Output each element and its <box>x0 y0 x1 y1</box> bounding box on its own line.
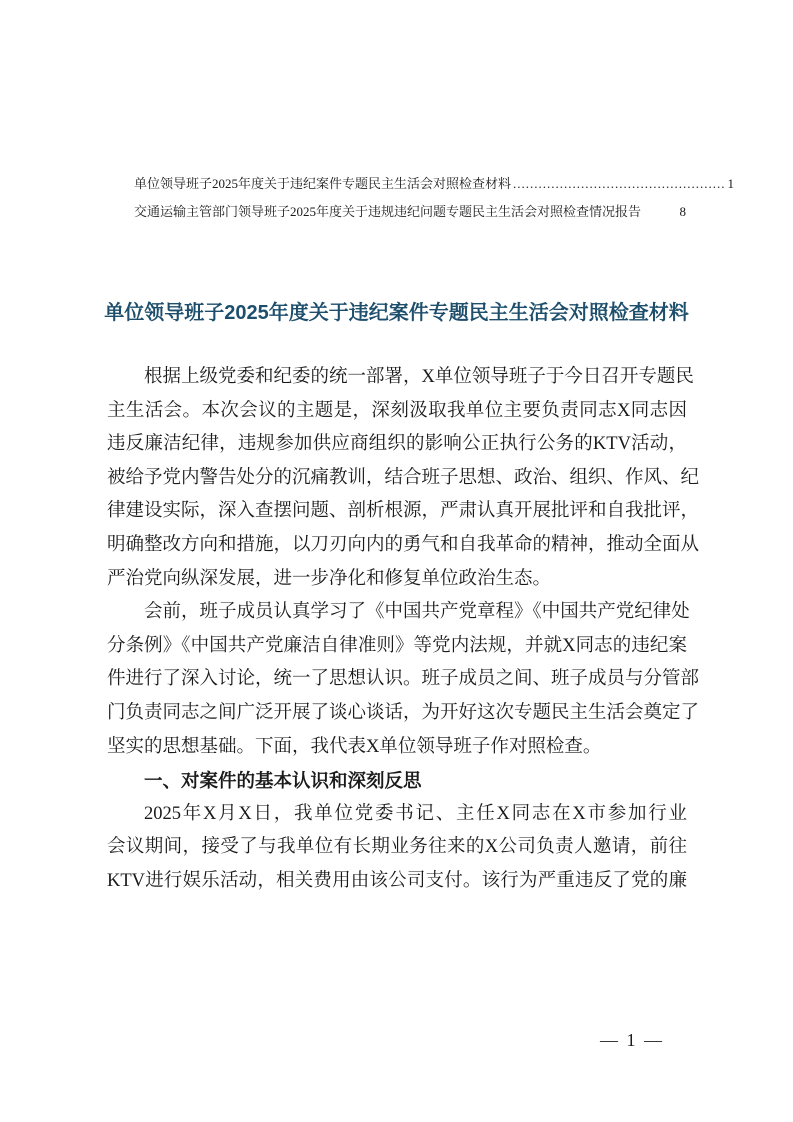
toc-entry-page: 8 <box>679 204 686 219</box>
toc-entry[interactable] <box>134 198 686 226</box>
text-line: 严治党向纵深发展，进一步净化和修复单位政治生态。 <box>107 568 552 589</box>
text-line: 违反廉洁纪律，违规参加供应商组织的影响公正执行公务的KTV活动， <box>107 434 687 455</box>
section-heading: 一、对案件的基本认识和深刻反思 <box>144 770 422 792</box>
paragraph <box>107 361 700 596</box>
toc-entry-title: 交通运输主管部门领导班子2025年度关于违规违纪问题专题民主生活会对照检查情况报告 <box>134 204 642 219</box>
text-line: 件进行了深入讨论，统一了思想认识。班子成员之间、班子成员与分管部 <box>107 669 700 690</box>
text-line: 会议期间，接受了与我单位有长期业务往来的X公司负责人邀请，前往 <box>107 837 687 858</box>
text-line: 门负责同志之间广泛开展了谈心谈话，为开好这次专题民主生活会奠定了 <box>107 702 700 723</box>
text-line: 主生活会。本次会议的主题是，深刻汲取我单位主要负责同志X同志因 <box>107 400 687 421</box>
toc-leader-dots: .................................................. <box>513 176 726 191</box>
text-line: 坚实的思想基础。下面，我代表X单位领导班子作对照检查。 <box>107 736 602 757</box>
text-line: KTV进行娱乐活动，相关费用由该公司支付。该行为严重违反了党的廉 <box>107 870 687 891</box>
table-of-contents <box>134 170 735 226</box>
document-body <box>107 361 700 899</box>
page-number: — 1 — <box>600 1030 664 1050</box>
document-title: 单位领导班子2025年度关于违纪案件专题民主生活会对照检查材料 <box>104 302 689 324</box>
text-line: 律建设实际，深入查摆问题、剖析根源，严肃认真开展批评和自我批评， <box>107 501 700 522</box>
text-line: 被给予党内警告处分的沉痛教训，结合班子思想、政治、组织、作风、纪 <box>107 467 700 488</box>
text-line: 分条例》《中国共产党廉洁自律准则》等党内法规，并就X同志的违纪案 <box>107 635 687 656</box>
toc-entry-title: 单位领导班子2025年度关于违纪案件专题民主生活会对照检查材料 <box>134 176 512 191</box>
paragraph <box>107 798 687 899</box>
text-line: 明确整改方向和措施，以刀刃向内的勇气和自我革命的精神，推动全面从 <box>107 534 700 555</box>
text-line: 2025年X月X日，我单位党委书记、主任X同志在X市参加行业 <box>144 803 687 824</box>
toc-entry-page: 1 <box>727 176 735 191</box>
text-line: 会前，班子成员认真学习了《中国共产党章程》《中国共产党纪律处 <box>144 602 690 623</box>
toc-entry[interactable] <box>134 170 735 198</box>
paragraph <box>107 596 700 764</box>
text-line: 根据上级党委和纪委的统一部署，X单位领导班子于今日召开专题民 <box>144 367 694 387</box>
